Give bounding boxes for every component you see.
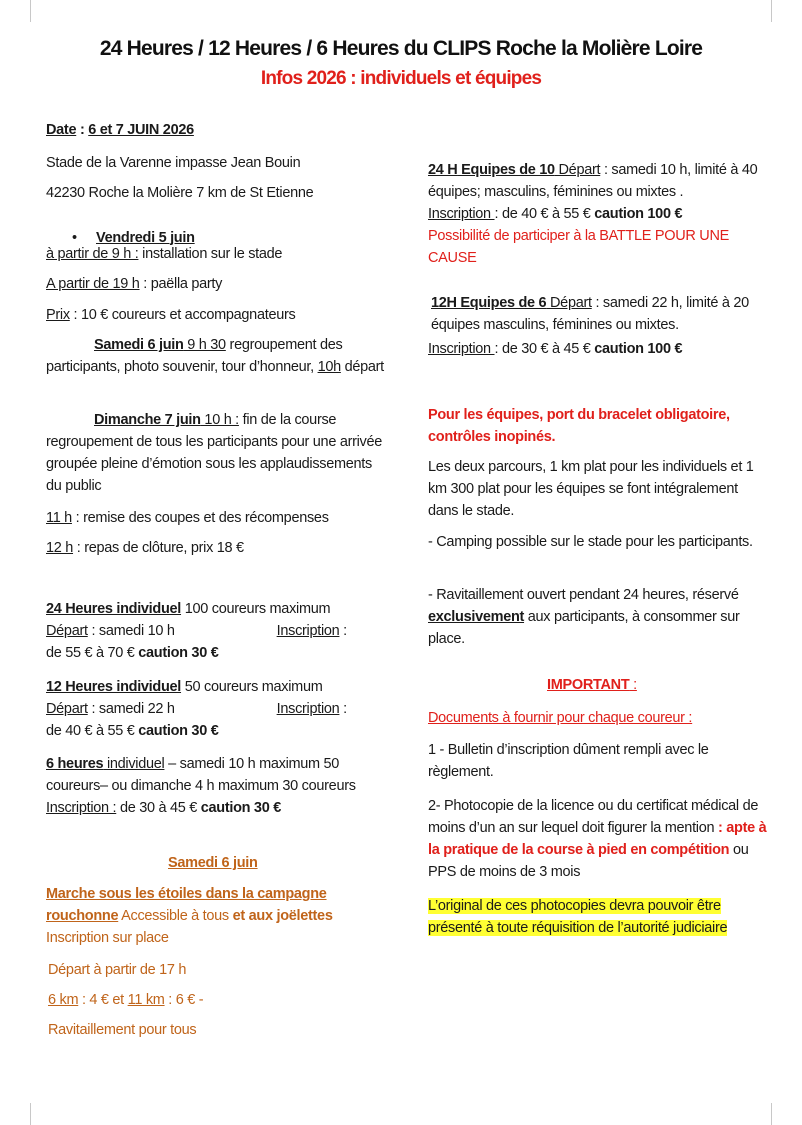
individual-12h: 12 Heures individuel 50 coureurs maximum Départ : samedi 22 h Inscription : de 40 € à 55 € caution 30 € — [46, 679, 347, 739]
document-2: 2- Photocopie de la licence ou du certificat médical de moins d’un an sur lequel doit figurer la mention : apte à la pratique de la course à pied en compétition ou PPS de moins de 3 mois — [428, 798, 767, 880]
camping-info: - Camping possible sur le stade pour les participants. — [428, 534, 753, 550]
walk-title: Marche sous les étoiles dans la campagne rouchonne Accessible à tous et aux joëlettes Inscription sur place — [46, 886, 333, 946]
line-12h: 12 h : repas de clôture, prix 18 € — [46, 540, 244, 556]
documents-heading: Documents à fournir pour chaque coureur : — [428, 710, 693, 726]
bracelet-notice: Pour les équipes, port du bracelet obligatoire, contrôles inopinés. — [428, 407, 730, 445]
walk-refreshment: Ravitaillement pour tous — [48, 1022, 197, 1038]
courses-info: Les deux parcours, 1 km plat pour les individuels et 1 km 300 plat pour les équipes se font intégralement dans le stade. — [428, 459, 754, 519]
crop-mark — [8, 1103, 31, 1125]
date-line: Date : 6 et 7 JUIN 2026 — [46, 122, 194, 138]
page-title: 24 Heures / 12 Heures / 6 Heures du CLIPS Roche la Molière Loire — [99, 37, 703, 60]
teams-10: 24 H Equipes de 10 Départ : samedi 10 h, limité à 40 équipes; masculins, féminines ou mixtes . Inscription : de 40 € à 55 € caution 100 € Possibilité de participer à la BATTLE POUR UNE CAUSE — [428, 162, 758, 266]
crop-mark — [771, 0, 794, 22]
sunday-paragraph: Dimanche 7 juin 10 h : fin de la course regroupement de tous les participants pour une arrivée groupée pleine d’émotion sous les applaudissements du public — [46, 412, 383, 494]
original-notice: L’original de ces photocopies devra pouvoir être présenté à toute réquisition de l’autorité judiciaire — [428, 898, 728, 936]
individual-6h: 6 heures individuel – samedi 10 h maximum 50 coureurs– ou dimanche 4 h maximum 30 coureurs Inscription : de 30 à 45 € caution 30 € — [46, 756, 356, 816]
venue: Stade de la Varenne impasse Jean Bouin — [46, 155, 301, 171]
walk-departure: Départ à partir de 17 h — [48, 962, 187, 978]
friday-line-2: A partir de 19 h : paëlla party — [46, 276, 223, 292]
individual-24h: 24 Heures individuel 100 coureurs maximum Départ : samedi 10 h Inscription : de 55 € à 70 € caution 30 € — [46, 601, 347, 661]
walk-prices: 6 km : 4 € et 11 km : 6 € - — [48, 992, 204, 1008]
friday-line-1: à partir de 9 h : installation sur le stade — [46, 246, 283, 262]
crop-mark — [771, 1103, 794, 1125]
page-subtitle: Infos 2026 : individuels et équipes — [260, 68, 542, 89]
price-line: Prix : 10 € coureurs et accompagnateurs — [46, 307, 296, 323]
crop-mark — [8, 0, 31, 22]
refreshment-info: - Ravitaillement ouvert pendant 24 heures, réservé exclusivement aux participants, à consommer sur place. — [428, 587, 740, 647]
city: 42230 Roche la Molière 7 km de St Etienne — [46, 185, 314, 201]
walk-day: Samedi 6 juin — [168, 855, 258, 871]
important-heading: IMPORTANT : — [547, 677, 637, 693]
teams-6: 12H Equipes de 6 Départ : samedi 22 h, limité à 20 équipes masculins, féminines ou mixtes. — [431, 295, 749, 333]
saturday-paragraph: Samedi 6 juin 9 h 30 regroupement des participants, photo souvenir, tour d’honneur, 10h départ — [46, 337, 384, 375]
line-11h: 11 h : remise des coupes et des récompenses — [46, 510, 329, 526]
document-1: 1 - Bulletin d’inscription dûment rempli avec le règlement. — [428, 742, 709, 780]
teams-6-inscription: Inscription : de 30 € à 45 € caution 100 € — [428, 341, 683, 357]
friday-heading: • Vendredi 5 juin — [96, 227, 195, 249]
